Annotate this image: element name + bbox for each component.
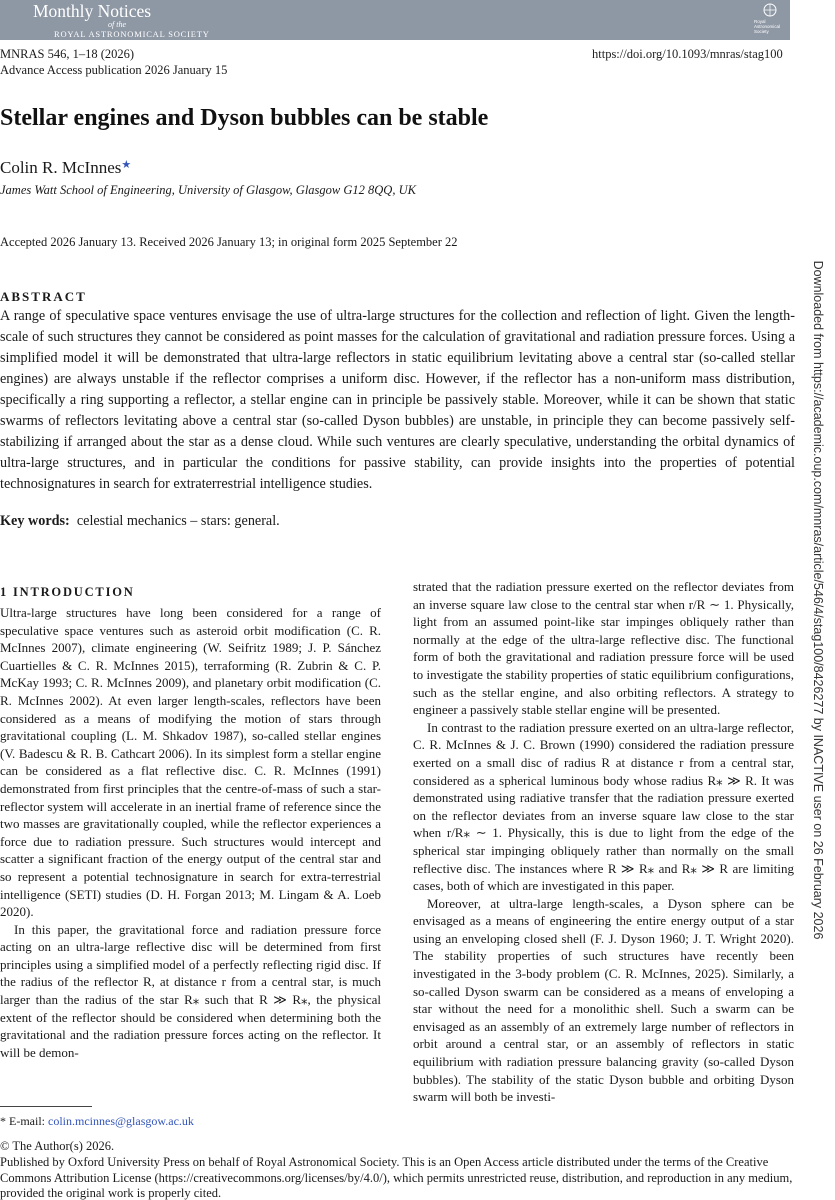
intro-paragraph: In contrast to the radiation pressure exerted on an ultra-large reflector, C. R. McInnes & J. C. Brown (1990) considered the radiation pressure exerted on a small disc of radius R at distance r from a central star, considered as a spherical luminous body whose radius R⁎ ≫ R. It was demonstrated using radiative transfer that the radiation pressure exerted on the reflector deviates from an inverse square law close to the star when r/R⁎ ∼ 1. Physically, this is due to light from the edge of the spherical star impinging obliquely rather than normally on the small reflective disc. The instances where R ≫ R⁎ and R⁎ ≫ R are limiting cases, both of which are investigated in this paper.	[413, 719, 794, 894]
keywords-text: celestial mechanics – stars: general.	[76, 513, 280, 529]
affiliation: James Watt School of Engineering, University of Glasgow, Glasgow G12 8QQ, UK	[0, 183, 416, 197]
citation-line: MNRAS 546, 1–18 (2026)	[0, 47, 135, 61]
email-label: * E-mail:	[0, 1114, 45, 1128]
copyright: © The Author(s) 2026.	[0, 1139, 115, 1153]
footnote-rule	[0, 1106, 92, 1107]
intro-paragraph: strated that the radiation pressure exerted on the reflector deviates from an inverse square law close to the central star when r/R ∼ 1. Physically, light from an assumed point-like star impinges obliquely rather than normally at the edge of the ultra-large reflective disc. The functional form of both the gravitational and radiation pressure force will be used to investigate the stability properties of static equilibrium configurations, such as the stellar engine, and also orbiting reflectors. A strategy to engineer a passively stable stellar engine will be presented.	[413, 579, 794, 718]
keywords-label: Key words:	[0, 513, 70, 529]
license-text: Published by Oxford University Press on behalf of Royal Astronomical Society. This is an Open Access article distributed under the terms of the Creative Commons Attribution License (https://creativecommons.org/licenses/by/4.0/), which permits unrestricted reuse, distribution, and reproduction in any medium, provided the original work is properly cited.	[0, 1155, 793, 1200]
footnote-email	[0, 1114, 194, 1129]
download-watermark: Downloaded from https://academic.oup.com/mnras/article/546/4/stag100/8426277 by INACTIVE user on 26 February 2026	[811, 260, 825, 940]
introduction-heading: 1 INTRODUCTION	[0, 585, 135, 599]
abstract-heading: ABSTRACT	[0, 289, 87, 304]
right-column	[413, 578, 794, 1106]
intro-paragraph: Ultra-large structures have long been considered for a range of speculative space ventures such as asteroid orbit modification (C. R. McInnes 2007), climate engineering (W. Seifritz 1989; J. P. Sánchez Cuartielles & C. R. McInnes 2015), terraforming (R. Zubrin & C. P. McKay 1993; C. R. McInnes 2009), and planetary orbit modification (C. R. McInnes 2002). At even larger length-scales, reflectors have been considered as a means of modifying the motion of stars through gravitational coupling (L. M. Shkadov 1987), so-called stellar engines (V. Badescu & R. B. Cathcart 2006). In its simplest form a stellar engine can be considered as a flat reflective disc. C. R. McInnes (1991) demonstrated from first principles that the centre-of-mass of such a star-reflector system will accelerate in an inertial frame of reference since the two masses are gravitationally coupled, while the reflector experiences a force due to radiation pressure. Such structures would intercept and scatter a significant fraction of the energy output of the central star and so represent a potential technosignature in search for extra-terrestrial intelligence (SETI) studies (D. H. Forgan 2013; M. Lingam & A. Loeb 2020).	[0, 605, 381, 920]
author-line	[0, 158, 131, 178]
journal-banner	[0, 0, 790, 40]
author-name: Colin R. McInnes	[0, 158, 122, 177]
left-column	[0, 604, 381, 1061]
intro-paragraph: In this paper, the gravitational force and radiation pressure force acting on an ultra-large reflective disc will be determined from first principles using a simplified model of a perfectly reflecting rigid disc. If the radius of the reflector R, at distance r from a central star, is much larger than the radius of the star R⁎ such that R ≫ R⁎, the physical extent of the reflector should be considered when determining both the gravitational and the radiation pressure forces acting on the reflector. It will be demon-	[0, 921, 381, 1060]
article-title: Stellar engines and Dyson bubbles can be stable	[0, 105, 489, 131]
intro-paragraph: Moreover, at ultra-large length-scales, a Dyson sphere can be envisaged as a means of engineering the entire energy output of a star using an enveloping closed shell (F. J. Dyson 1960; J. T. Wright 2020). The stability properties of such structures have recently been investigated in the 3-body problem (C. R. McInnes, 2025). Similarly, a so-called Dyson swarm can be considered as a means of enveloping a star without the need for a monolithic shell. Such a swarm can be envisaged as an assembly of an extremely large number of reflectors in orbit around a central star, or an assembly of reflectors in static equilibrium with radiation pressure balancing gravity (so-called Dyson bubbles). The stability of the static Dyson bubble and orbiting Dyson swarm will both be investi-	[413, 895, 794, 1105]
received-accepted-dates: Accepted 2026 January 13. Received 2026 January 13; in original form 2025 September 22	[0, 235, 458, 249]
abstract-text: A range of speculative space ventures envisage the use of ultra-large structures for the collection and reflection of light. Given the length-scale of such structures they cannot be considered as point masses for the calculation of gravitational and radiation pressure forces. Using a simplified model it will be demonstrated that ultra-large reflectors in static equilibrium levitating above a central star (so-called stellar engines) are always unstable if the reflector comprises a uniform disc. However, if the reflector has a non-uniform mass distribution, specifically a ring supporting a reflector, a stellar engine can in principle be passively stable. Moreover, while it can be shown that static swarms of reflectors levitating above a central star (so-called Dyson bubbles) are unstable, in principle they can become passively self-stabilizing if arranged about the star as a dense cloud. While such ventures are clearly speculative, understanding the orbital dynamics of ultra-large structures, and in particular the conditions for passive stability, can provide insights into the properties of potential technosignatures in search for extraterrestrial intelligence studies.	[0, 308, 795, 492]
society-name: ROYAL ASTRONOMICAL SOCIETY	[54, 29, 210, 39]
advance-access-line: Advance Access publication 2026 January 15	[0, 63, 228, 77]
keywords	[0, 513, 280, 530]
email-link[interactable]: colin.mcinnes@glasgow.ac.uk	[48, 1114, 194, 1128]
doi-link[interactable]: https://doi.org/10.1093/mnras/stag100	[592, 47, 783, 61]
author-footnote-star-icon[interactable]: ★	[121, 159, 132, 171]
journal-of: of the	[108, 20, 126, 29]
journal-name: Monthly Notices	[33, 1, 152, 21]
crest-label: Royal Astronomical Society	[754, 19, 781, 34]
